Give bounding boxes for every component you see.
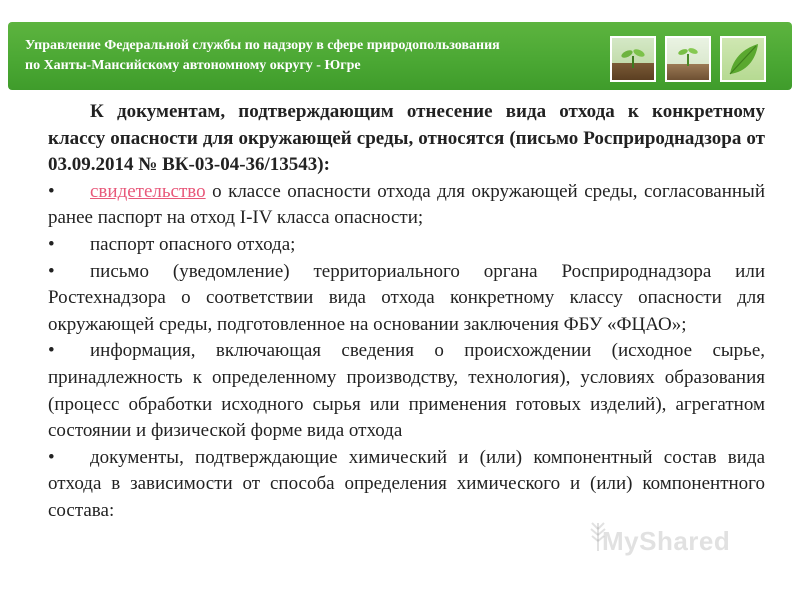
watermark-text: MyShared bbox=[602, 526, 731, 556]
document-body bbox=[48, 99, 765, 525]
header-title-line-2: по Ханты-Мансийскому автономному округу - Югре bbox=[25, 58, 361, 73]
list-item-text: письмо (уведомление) территориального органа Росприроднадзора или Ростехнадзора о соответствии вида отхода конкретному классу опасности для окружающей среды, подготовленное на основании заключения ФБУ «ФЦАО»; bbox=[48, 260, 765, 335]
list-item bbox=[48, 179, 765, 232]
sprout-photo-2 bbox=[665, 36, 711, 82]
list-item bbox=[48, 232, 765, 259]
list-item-text: документы, подтверждающие химический и (или) компонентный состав вида отхода в зависимости от способа определения химического и (или) компонентного состава: bbox=[48, 446, 765, 521]
leaf-photo-3 bbox=[720, 36, 766, 82]
bullet-icon: • bbox=[48, 446, 55, 468]
intro-paragraph: К документам, подтверждающим отнесение вида отхода к конкретному классу опасности для окружающей среды, относятся (письмо Росприроднадзора от 03.09.2014 № ВК-03-04-36/13543): bbox=[48, 101, 765, 176]
header-title bbox=[25, 36, 605, 76]
list-item bbox=[48, 259, 765, 339]
list-item-text: паспорт опасного отхода; bbox=[90, 233, 296, 255]
bullet-icon: • bbox=[48, 180, 55, 202]
list-item-text: о классе опасности отхода для окружающей среды, согласованный ранее паспорт на отход I-IV класса опасности; bbox=[48, 180, 765, 229]
list-item bbox=[48, 445, 765, 525]
bullet-icon: • bbox=[48, 233, 55, 255]
bullet-icon: • bbox=[48, 340, 55, 362]
list-item bbox=[48, 338, 765, 444]
certificate-link[interactable]: свидетельство bbox=[90, 180, 206, 202]
list-item-text: информация, включающая сведения о происхождении (исходное сырье, принадлежность к определенному производству, технология), условиях образования (процесс обработки исходного сырья или применения готовых изделий), агрегатном состоянии и физической форме вида отхода bbox=[48, 340, 765, 442]
header-title-line-1: Управление Федеральной службы по надзору в сфере природопользования bbox=[25, 38, 500, 53]
header-banner bbox=[8, 22, 792, 90]
bullet-icon: • bbox=[48, 260, 55, 282]
sprout-photo-1 bbox=[610, 36, 656, 82]
